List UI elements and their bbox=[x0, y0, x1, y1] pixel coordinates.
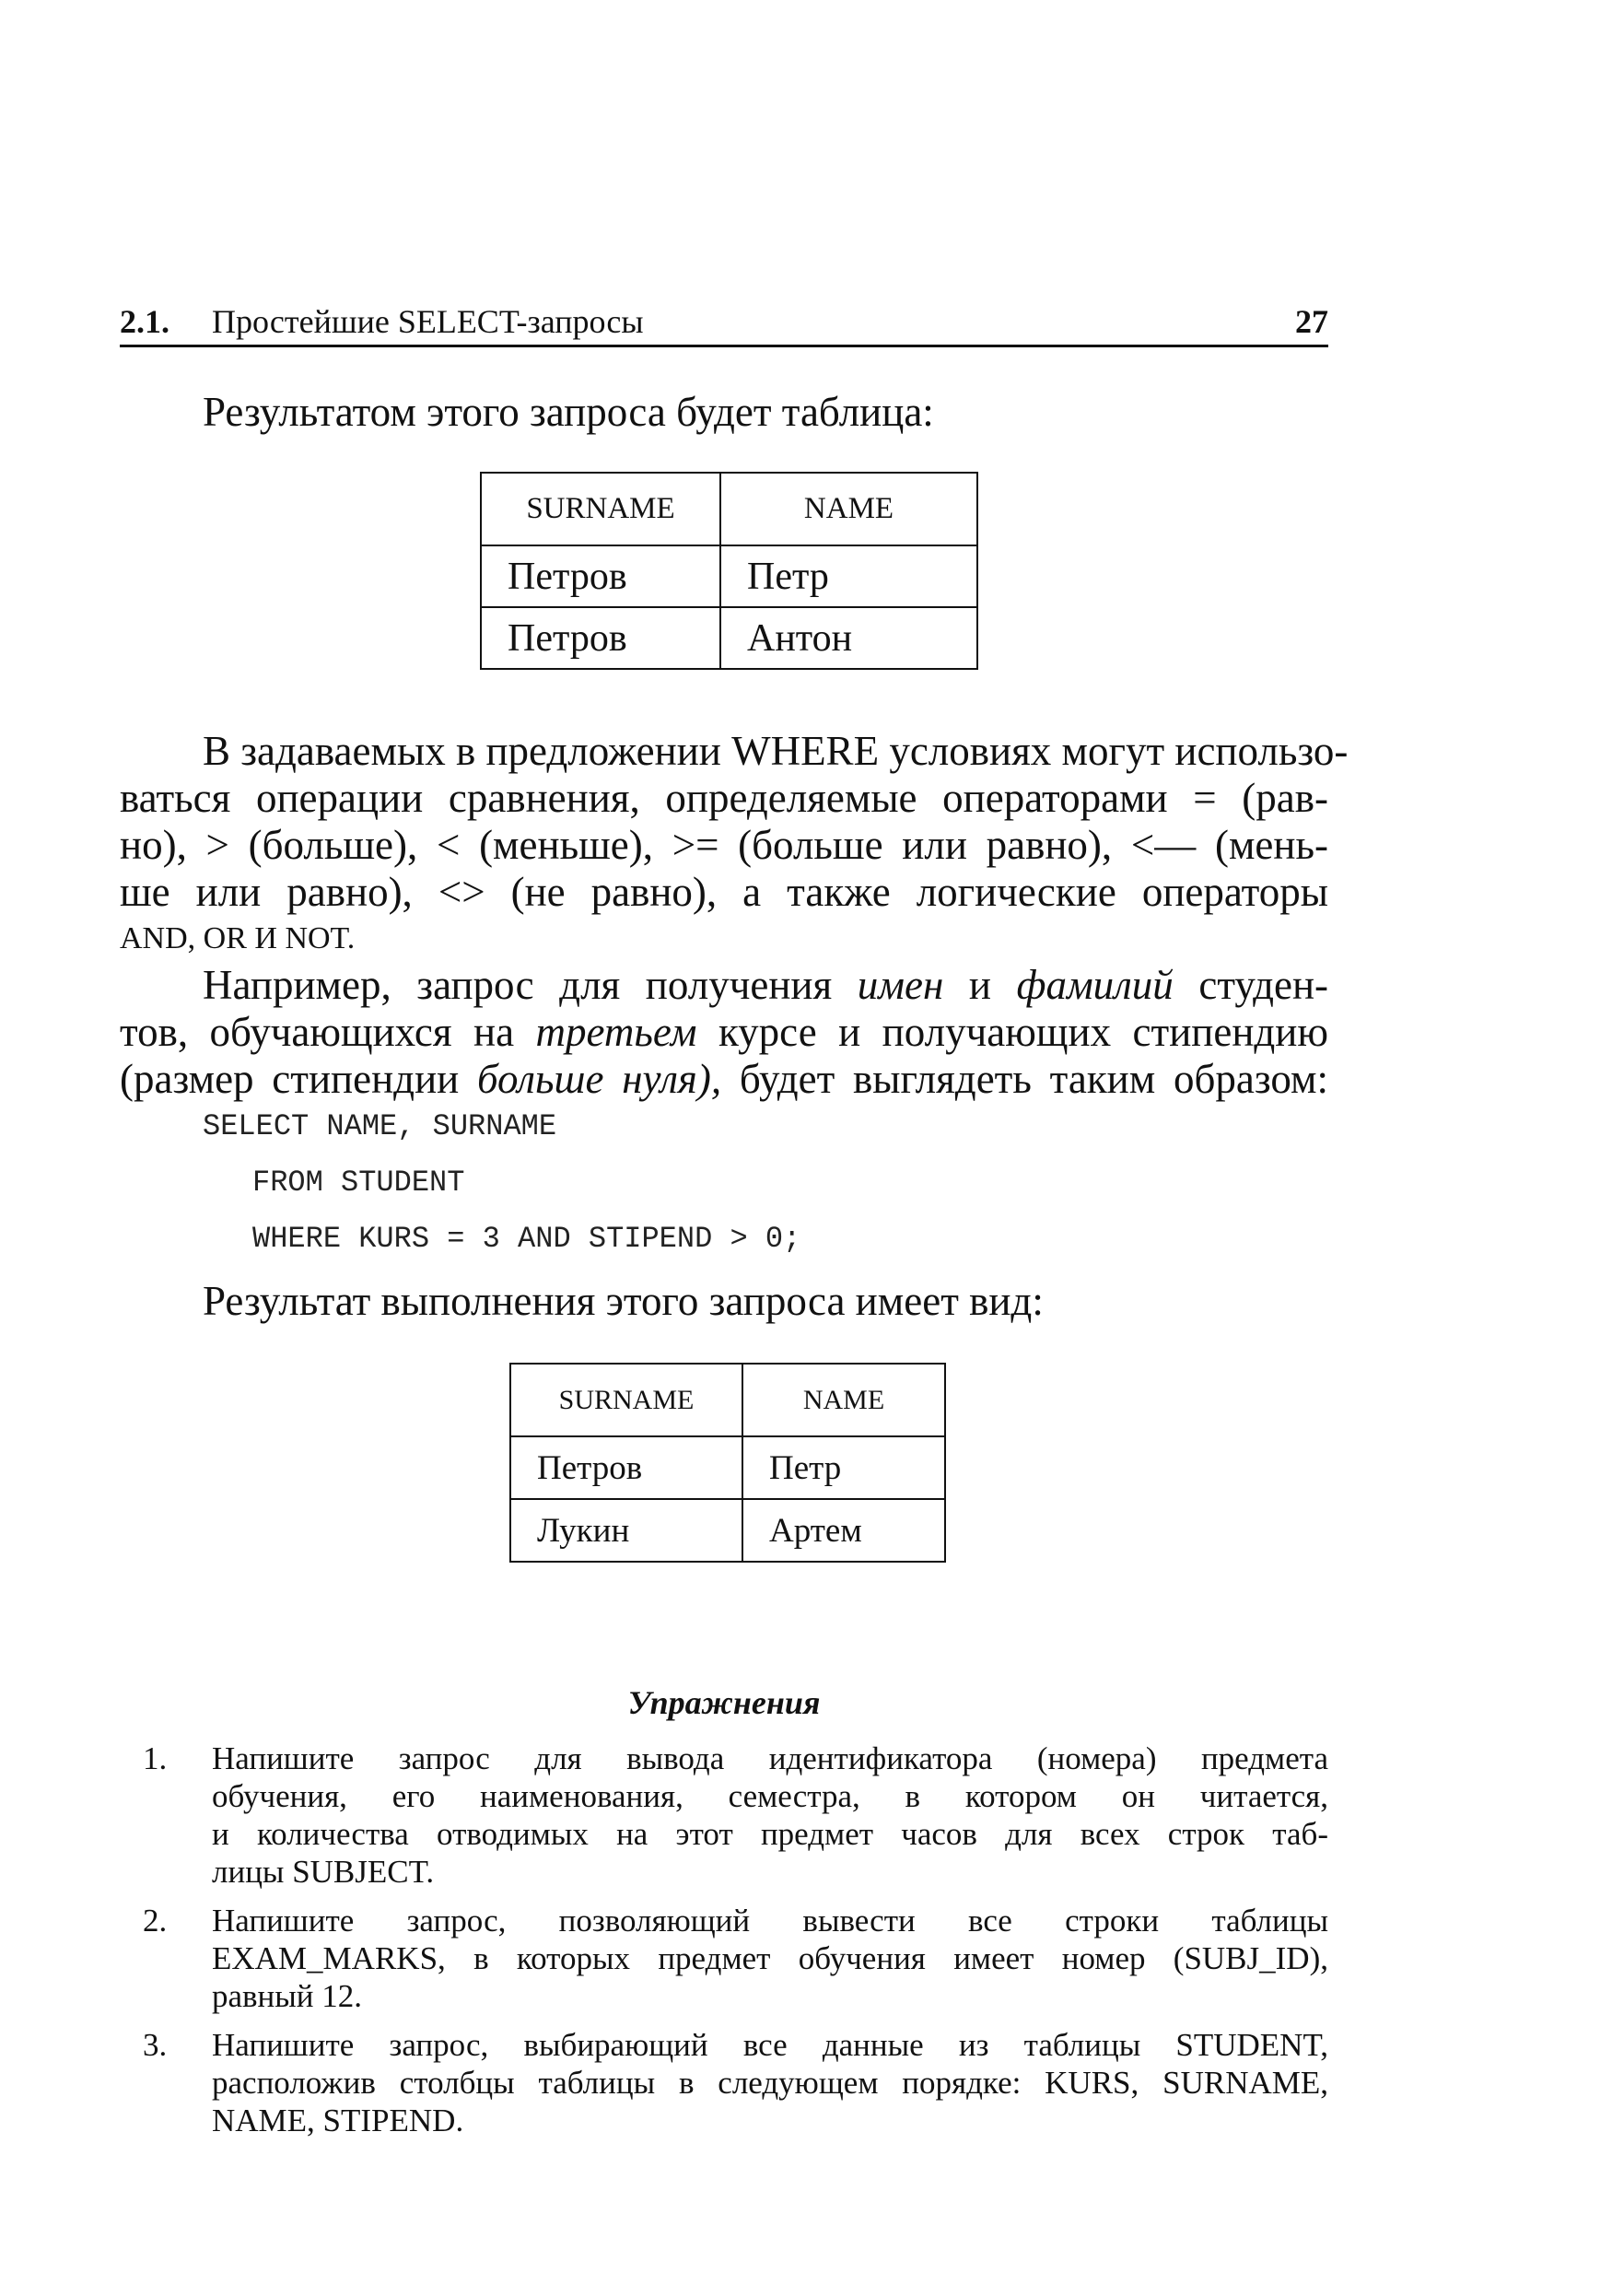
table-cell: Артем bbox=[742, 1499, 945, 1562]
text-span: студен- bbox=[1198, 962, 1329, 1008]
exercise-line: лицы SUBJECT. bbox=[212, 1854, 435, 1890]
text-span: будет выглядеть таким образом: bbox=[739, 1056, 1329, 1102]
running-header bbox=[120, 302, 1328, 347]
exercise-line: и количества отводимых на этот предмет часов для всех строк таб- bbox=[212, 1816, 1328, 1852]
section-number: 2.1. bbox=[120, 303, 169, 340]
exercise-line: равный 12. bbox=[212, 1978, 363, 2014]
paragraph-line bbox=[120, 1008, 1328, 1056]
exercise-line: обучения, его наименования, семестра, в котором он читается, bbox=[212, 1778, 1328, 1814]
emphasis: больше нуля), bbox=[477, 1056, 722, 1102]
exercise-line: NAME, STIPEND. bbox=[212, 2103, 464, 2138]
column-header: SURNAME bbox=[510, 1364, 742, 1436]
result-table-1 bbox=[480, 472, 978, 670]
table-cell: Петров bbox=[510, 1436, 742, 1499]
paragraph-line: AND, OR И NOT. bbox=[120, 921, 356, 955]
table-cell: Антон bbox=[720, 607, 977, 669]
table-header-row bbox=[481, 473, 977, 545]
paragraph-line bbox=[203, 961, 1328, 1009]
code-line: FROM STUDENT bbox=[252, 1166, 465, 1200]
exercises-title: Упражнения bbox=[627, 1684, 821, 1721]
text-span: тов, обучающихся на bbox=[120, 1009, 515, 1055]
paragraph-line: но), > (больше), < (меньше), >= (больше или равно), <— (мень- bbox=[120, 822, 1328, 868]
exercise-line: Напишите запрос, позволяющий вывести все строки таблицы bbox=[212, 1903, 1328, 1939]
table-cell: Петр bbox=[720, 545, 977, 607]
exercise-line: EXAM_MARKS, в которых предмет обучения имеет номер (SUBJ_ID), bbox=[212, 1940, 1328, 1976]
exercise-number: 1. bbox=[143, 1740, 168, 1776]
intro-text: Результатом этого запроса будет таблица: bbox=[203, 389, 934, 435]
exercise-line: Напишите запрос для вывода идентификатора (номера) предмета bbox=[212, 1740, 1328, 1776]
table-cell: Петров bbox=[481, 607, 720, 669]
text-span: курсе и получающих стипендию bbox=[718, 1009, 1329, 1055]
column-header: SURNAME bbox=[481, 473, 720, 545]
emphasis: третьем bbox=[535, 1009, 697, 1055]
table-row bbox=[510, 1436, 945, 1499]
table-header-row bbox=[510, 1364, 945, 1436]
result-intro-text: Результат выполнения этого запроса имеет вид: bbox=[203, 1278, 1044, 1324]
paragraph-line: ше или равно), <> (не равно), а также логические операторы bbox=[120, 869, 1328, 915]
emphasis: имен bbox=[857, 962, 944, 1008]
code-line: SELECT NAME, SURNAME bbox=[203, 1109, 557, 1143]
paragraph-line: ваться операции сравнения, определяемые операторами = (рав- bbox=[120, 775, 1328, 821]
column-header: NAME bbox=[742, 1364, 945, 1436]
table-cell: Петр bbox=[742, 1436, 945, 1499]
table-row bbox=[510, 1499, 945, 1562]
column-header: NAME bbox=[720, 473, 977, 545]
emphasis: фамилий bbox=[1016, 962, 1174, 1008]
text-span: (размер стипендии bbox=[120, 1056, 460, 1102]
paragraph-line: В задаваемых в предложении WHERE условиях могут использо- bbox=[203, 728, 1349, 774]
text-span: и bbox=[968, 962, 991, 1008]
paragraph-line bbox=[120, 1055, 1328, 1103]
exercise-number: 3. bbox=[143, 2027, 168, 2063]
page-number: 27 bbox=[1295, 303, 1328, 340]
result-table-2 bbox=[509, 1363, 946, 1563]
text-span: Например, запрос для получения bbox=[203, 962, 833, 1008]
table-cell: Петров bbox=[481, 545, 720, 607]
section-title: Простейшие SELECT-запросы bbox=[212, 303, 644, 340]
exercise-line: Напишите запрос, выбирающий все данные из таблицы STUDENT, bbox=[212, 2027, 1328, 2063]
table-row bbox=[481, 545, 977, 607]
exercise-line: расположив столбцы таблицы в следующем порядке: KURS, SURNAME, bbox=[212, 2065, 1328, 2101]
table-row bbox=[481, 607, 977, 669]
table-cell: Лукин bbox=[510, 1499, 742, 1562]
exercise-number: 2. bbox=[143, 1903, 168, 1939]
code-line: WHERE KURS = 3 AND STIPEND > 0; bbox=[252, 1222, 801, 1256]
